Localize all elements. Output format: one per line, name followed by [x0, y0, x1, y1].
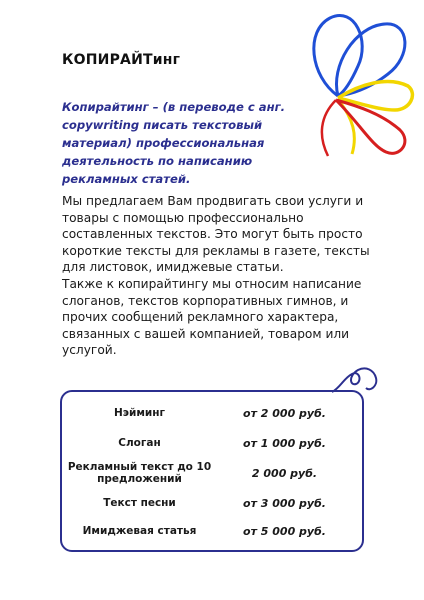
price-row — [62, 400, 362, 426]
price-row — [62, 430, 362, 456]
service-name: Имиджевая статья — [82, 525, 197, 537]
service-name: Текст песни — [103, 497, 176, 509]
service-price: от 3 000 руб. — [243, 496, 326, 510]
price-row — [62, 518, 362, 544]
service-price: 2 000 руб. — [251, 466, 318, 480]
service-name: Рекламный текст до 10 предложений — [67, 461, 212, 485]
price-list — [60, 390, 364, 552]
service-name: Слоган — [118, 437, 161, 449]
definition-text: Копирайтинг – (в переводе с анг. copywriting писать текстовый материал) профессиональная деятельность по написанию рекламных статей. — [62, 100, 286, 186]
paragraph: Мы предлагаем Вам продвигать свои услуги и товары с помощью профессионально составленных текстов. Это могут быть просто короткие тексты для рекламы в газете, тексты для листовок, имиджевые статьи. — [62, 194, 370, 275]
service-price: от 1 000 руб. — [243, 436, 326, 450]
body-text — [62, 193, 392, 359]
page-title: КОПИРАЙТинг — [62, 52, 181, 68]
price-row — [62, 460, 362, 486]
service-price: от 5 000 руб. — [243, 524, 326, 538]
paragraph: Также к копирайтингу мы относим написание слоганов, текстов корпоративных гимнов, и прочих сообщений рекламного характера, связанных с вашей компанией, товаром или услугой. — [62, 276, 362, 358]
service-name: Нэйминг — [113, 407, 166, 419]
price-row — [62, 490, 362, 516]
service-price: от 2 000 руб. — [243, 406, 326, 420]
